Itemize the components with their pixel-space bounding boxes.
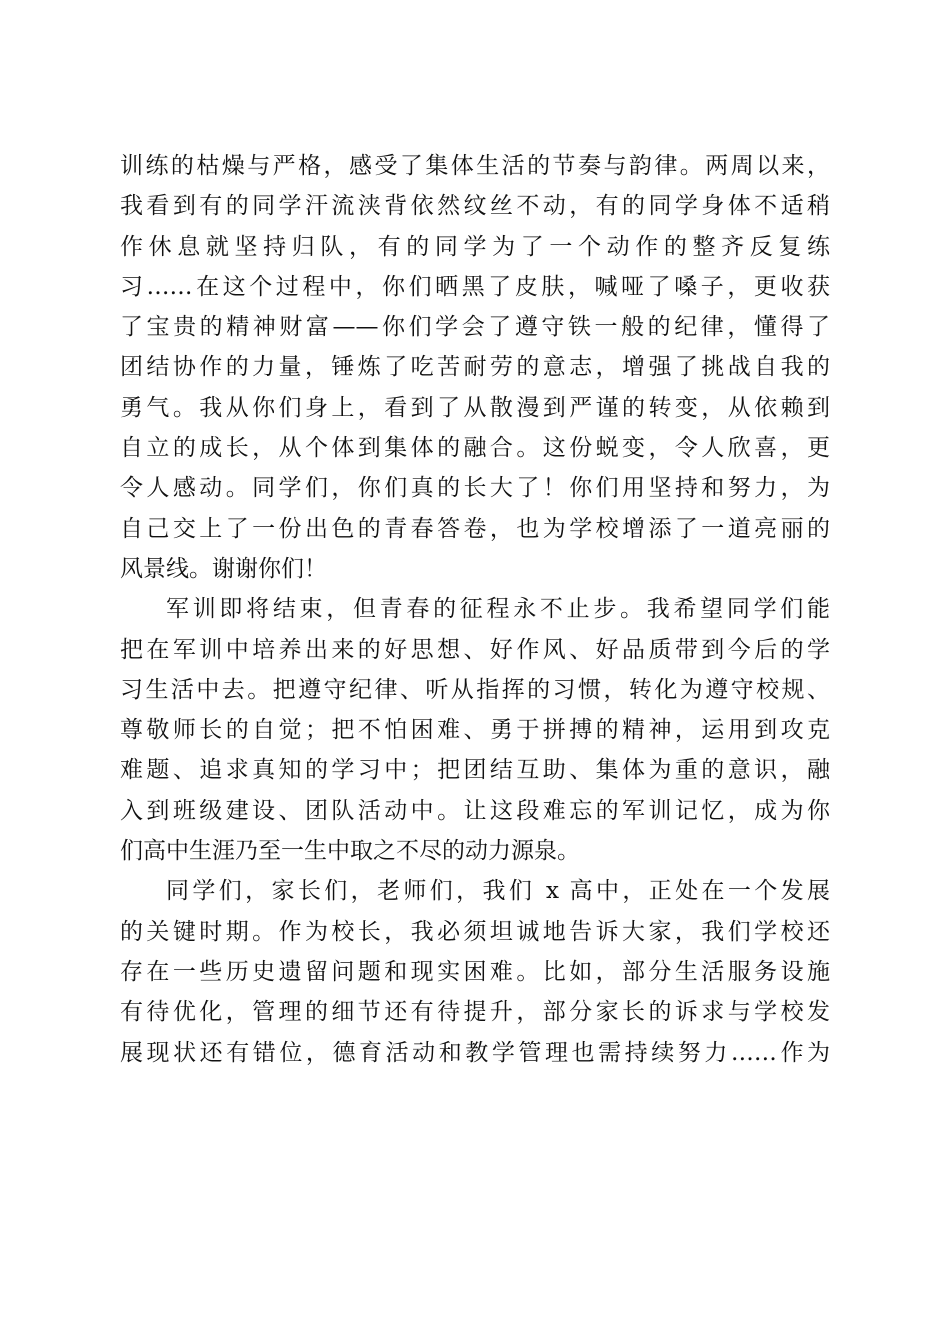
text-line: 难题、追求真知的学习中；把团结互助、集体为重的意识，融: [120, 757, 830, 784]
text-line: 的关键时期。作为校长，我必须坦诚地告诉大家，我们学校还: [120, 918, 830, 945]
text-line: 自立的成长，从个体到集体的融合。这份蜕变，令人欣喜，更: [120, 435, 830, 462]
text-line: 令人感动。同学们，你们真的长大了！你们用坚持和努力，为: [120, 475, 830, 502]
text-line: 自己交上了一份出色的青春答卷，也为学校增添了一道亮丽的: [120, 515, 830, 542]
paragraph: [120, 871, 830, 1072]
text-line: 们高中生涯乃至一生中取之不尽的动力源泉。: [120, 838, 580, 865]
text-line: 我看到有的同学汗流浃背依然纹丝不动，有的同学身体不适稍: [120, 193, 830, 220]
paragraph: [120, 146, 830, 589]
text-line: 存在一些历史遗留问题和现实困难。比如，部分生活服务设施: [120, 958, 830, 985]
document-body: [120, 146, 830, 1073]
text-line: 有待优化，管理的细节还有待提升，部分家长的诉求与学校发: [120, 999, 830, 1026]
text-line: 勇气。我从你们身上，看到了从散漫到严谨的转变，从依赖到: [120, 394, 830, 421]
text-line: 把在军训中培养出来的好思想、好作风、好品质带到今后的学: [120, 636, 830, 663]
paragraph: [120, 589, 830, 871]
text-line: 同学们，家长们，老师们，我们 x 高中，正处在一个发展: [166, 878, 830, 905]
text-line: 风景线。谢谢你们！: [120, 555, 327, 582]
text-line: 习……在这个过程中，你们晒黑了皮肤，喊哑了嗓子，更收获: [120, 273, 830, 300]
text-line: 尊敬师长的自觉；把不怕困难、勇于拼搏的精神，运用到攻克: [120, 717, 830, 744]
text-line: 习生活中去。把遵守纪律、听从指挥的习惯，转化为遵守校规、: [120, 676, 830, 703]
text-line: 训练的枯燥与严格，感受了集体生活的节奏与韵律。两周以来，: [120, 153, 830, 179]
text-line: 军训即将结束，但青春的征程永不止步。我希望同学们能: [166, 596, 830, 623]
text-line: 作休息就坚持归队，有的同学为了一个动作的整齐反复练: [120, 233, 830, 260]
text-line: 了宝贵的精神财富——你们学会了遵守铁一般的纪律，懂得了: [120, 314, 830, 341]
text-line: 展现状还有错位，德育活动和教学管理也需持续努力……作为: [120, 1039, 830, 1066]
text-line: 团结协作的力量，锤炼了吃苦耐劳的意志，增强了挑战自我的: [120, 354, 830, 381]
text-line: 入到班级建设、团队活动中。让这段难忘的军训记忆，成为你: [120, 797, 830, 824]
